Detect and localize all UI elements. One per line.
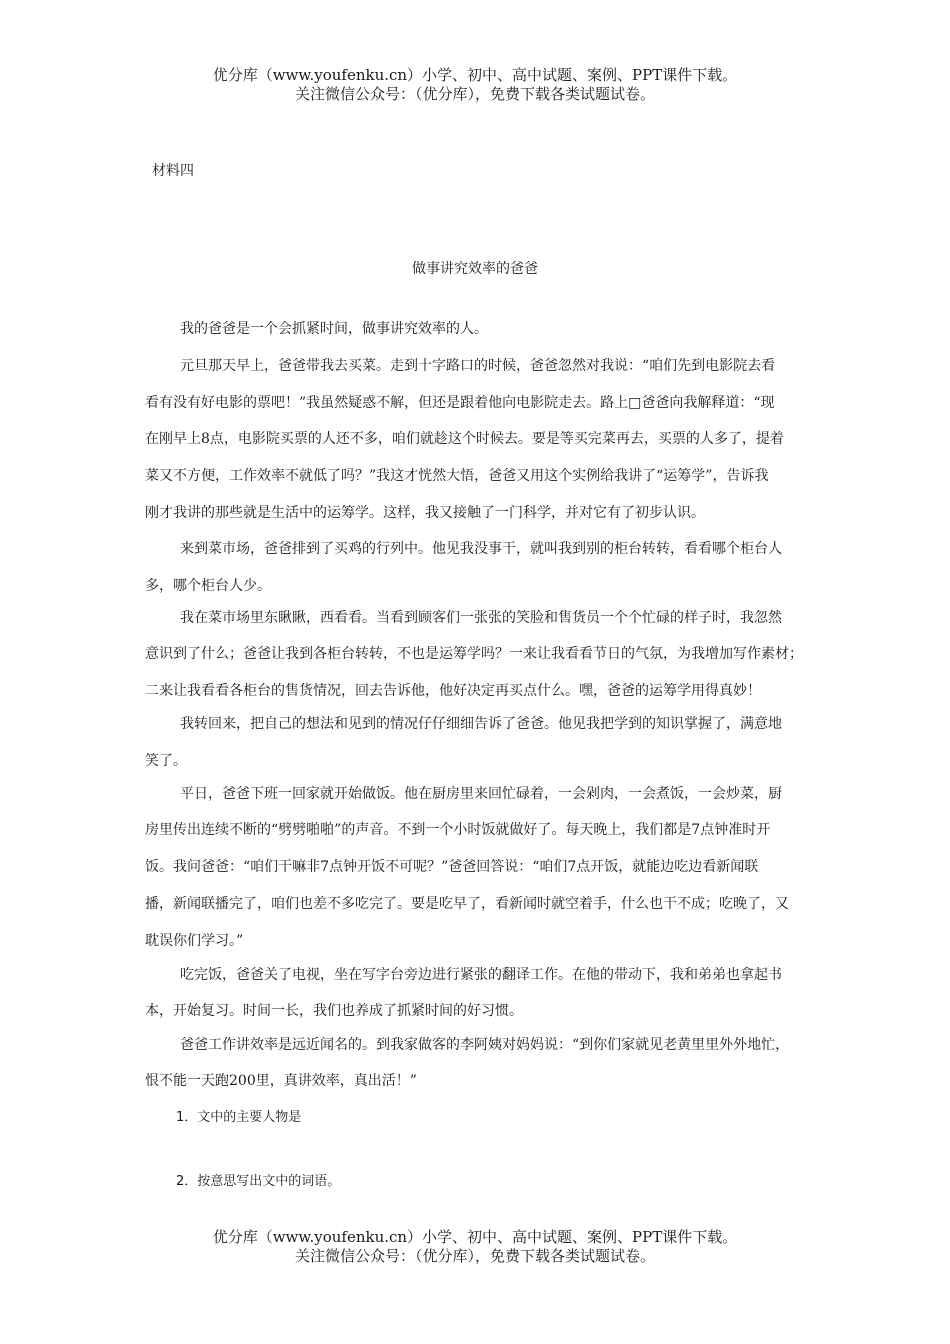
- page-header: [0, 66, 950, 104]
- article-line: 我转回来，把自己的想法和见到的情况仔仔细细告诉了爸爸。他见我把学到的知识掌握了，满意地: [180, 716, 782, 732]
- footer-line-2: 关注微信公众号：（优分库），免费下载各类试题试卷。: [294, 1247, 655, 1265]
- article-line: 在刚早上8点，电影院买票的人还不多，咱们就趁这个时候去。要是等买完菜再去，买票的人多了，提着: [145, 431, 784, 447]
- article-line: 房里传出连续不断的“劈劈啪啪”的声音。不到一个小时饭就做好了。每天晚上，我们都是7点钟准时开: [145, 822, 771, 838]
- header-line-1: 优分库（www.youfenku.cn）小学、初中、高中试题、案例、PPT课件下载。: [212, 66, 738, 84]
- article-line: 意识到了什么；爸爸让我到各柜台转转，不也是运筹学吗？一来让我看看节日的气氛，为我增加写作素材；: [145, 646, 803, 662]
- footer-line-1: 优分库（www.youfenku.cn）小学、初中、高中试题、案例、PPT课件下载。: [212, 1228, 738, 1246]
- article-line: 平日，爸爸下班一回家就开始做饭。他在厨房里来回忙碌着，一会剁肉，一会煮饭，一会炒菜，厨: [180, 786, 782, 802]
- question-2: 2．按意思写出文中的词语。: [176, 1174, 341, 1189]
- article-line: 元旦那天早上，爸爸带我去买菜。走到十字路口的时候，爸爸忽然对我说：“咱们先到电影院去看: [180, 358, 776, 374]
- article-line: 播，新闻联播完了，咱们也差不多吃完了。要是吃早了，看新闻时就空着手，什么也干不成；吃晚了，又: [145, 896, 789, 912]
- article-line: 菜又不方便，工作效率不就低了吗？”我这才恍然大悟，爸爸又用这个实例给我讲了“运筹学”，告诉我: [145, 468, 769, 484]
- article-line: 我的爸爸是一个会抓紧时间，做事讲究效率的人。: [180, 321, 488, 337]
- article-line: 二来让我看看各柜台的售货情况，回去告诉他，他好决定再买点什么。嘿，爸爸的运筹学用得真妙！: [145, 683, 761, 699]
- article-line: 我在菜市场里东瞅瞅，西看看。当看到顾客们一张张的笑脸和售货员一个个忙碌的样子时，我忽然: [180, 610, 782, 626]
- question-1: 1．文中的主要人物是: [176, 1110, 302, 1125]
- article-line: 爸爸工作讲效率是远近闻名的。到我家做客的李阿姨对妈妈说：“到你们家就见老黄里里外外地忙，: [180, 1037, 790, 1053]
- article-line: 刚才我讲的那些就是生活中的运筹学。这样，我又接触了一门科学，并对它有了初步认识。: [145, 505, 705, 521]
- article-line: 耽误你们学习。”: [145, 933, 244, 949]
- article-line: 多，哪个柜台人少。: [145, 578, 271, 594]
- article-line: 本，开始复习。时间一长，我们也养成了抓紧时间的好习惯。: [145, 1003, 523, 1019]
- page-footer: [0, 1228, 950, 1266]
- article-line: 笑了。: [145, 753, 187, 769]
- article-line: 来到菜市场，爸爸排到了买鸡的行列中。他见我没事干，就叫我到别的柜台转转，看看哪个柜台人: [180, 541, 782, 557]
- article-line: 看有没有好电影的票吧！”我虽然疑惑不解，但还是跟着他向电影院走去。路上□爸爸向我解释道：“现: [145, 395, 775, 411]
- article-line: 饭。我问爸爸：“咱们干嘛非7点钟开饭不可呢？”爸爸回答说：“咱们7点开饭，就能边吃边看新闻联: [145, 859, 759, 875]
- article-line: 恨不能一天跑200里，真讲效率，真出活！”: [145, 1073, 417, 1089]
- section-label: 材料四: [152, 163, 194, 179]
- article-line: 吃完饭，爸爸关了电视，坐在写字台旁边进行紧张的翻译工作。在他的带动下，我和弟弟也拿起书: [180, 967, 782, 983]
- header-line-2: 关注微信公众号：（优分库），免费下载各类试题试卷。: [294, 85, 655, 103]
- article-title: 做事讲究效率的爸爸: [412, 261, 538, 277]
